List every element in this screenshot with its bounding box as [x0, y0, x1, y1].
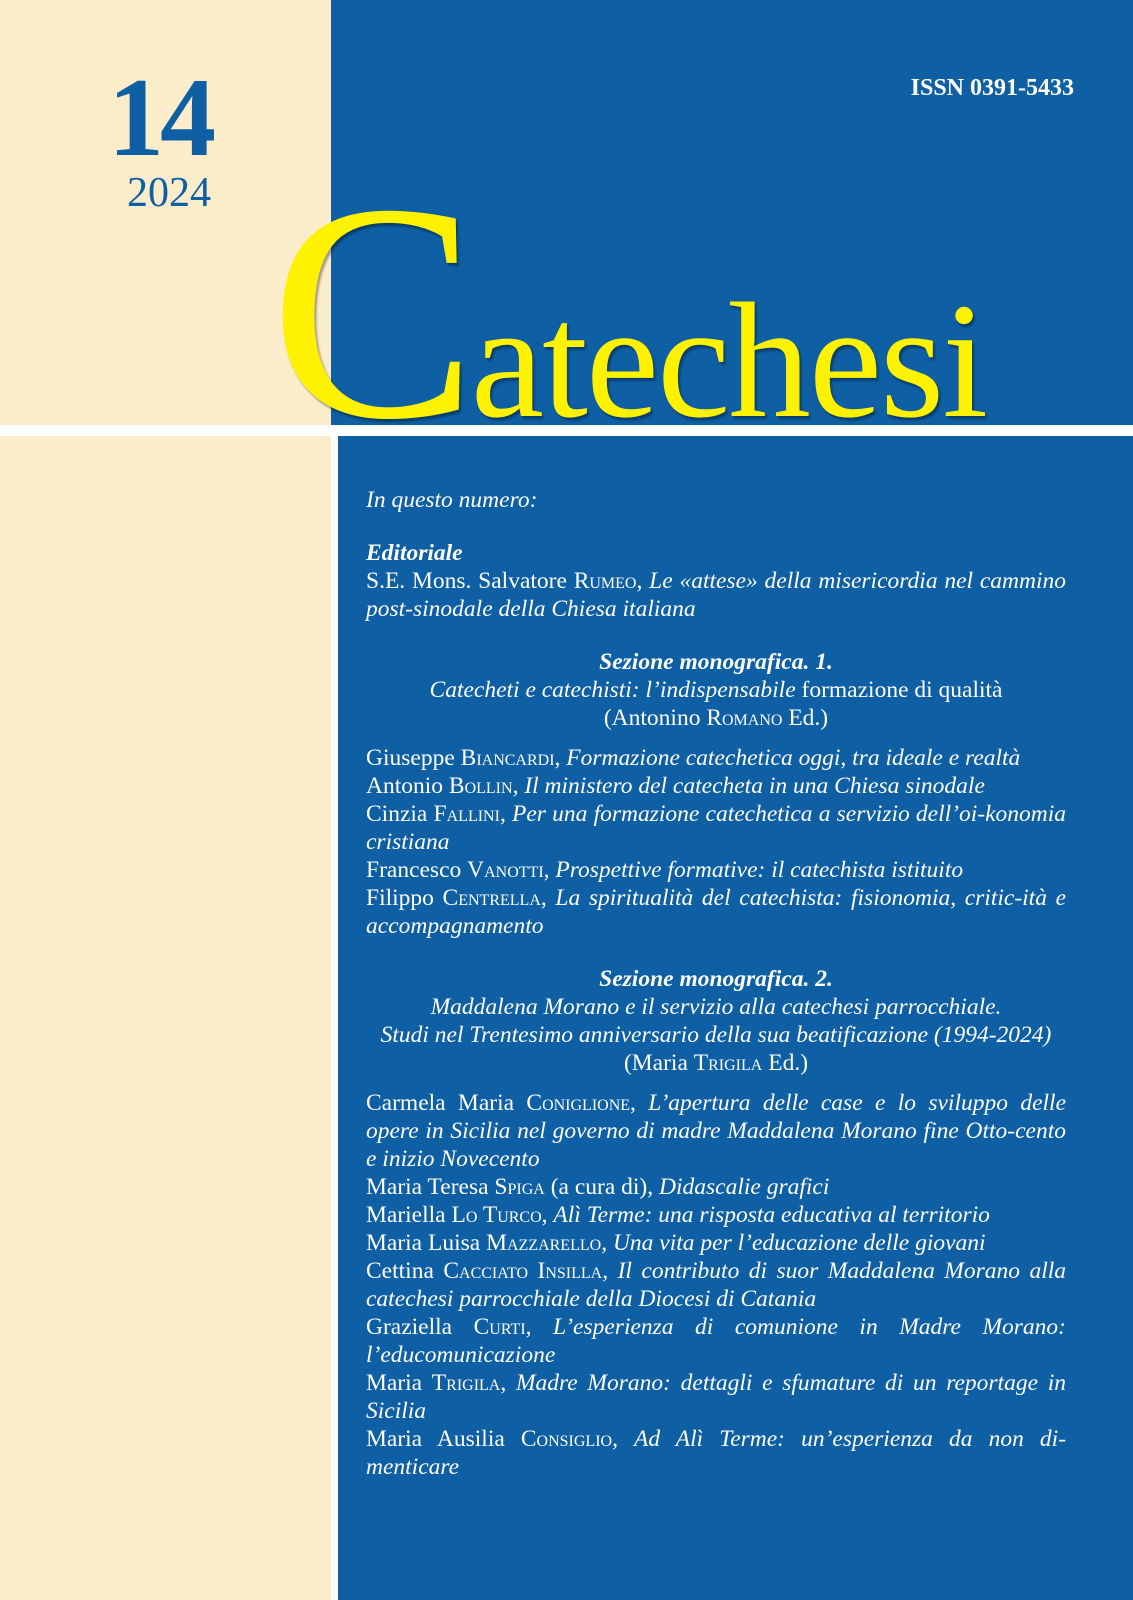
entry-title: Ad Alì Terme: un’esperienza da non di-menticare	[366, 1426, 1066, 1480]
entry-author-first: Francesco	[366, 857, 468, 883]
entry-title: L’esperienza di comunione in Madre Morano: l’educomunicazione	[366, 1314, 1067, 1368]
section1-subtitle-italic: Catecheti e catechisti: l’indispensabile	[429, 677, 796, 703]
entry-author-first: Maria Luisa	[366, 1230, 487, 1256]
toc-entry: Giuseppe Biancardi, Formazione catechetica oggi, tra ideale e realtà	[366, 745, 1021, 771]
entry-author-last: Fallini	[433, 801, 500, 827]
entry-author-first: Graziella	[366, 1314, 474, 1340]
entry-title: Didascalie grafici	[659, 1174, 830, 1200]
table-of-contents	[366, 486, 1066, 1481]
toc-entry: Mariella Lo Turco, Alì Terme: una risposta educativa al territorio	[366, 1202, 990, 1228]
entry-author-last: Bollin	[448, 773, 513, 799]
editorial-entry: S.E. Mons. Salvatore Rumeo, Le «attese» della misericordia nel cammino post-sinodale della Chiesa italiana	[366, 568, 1067, 622]
toc-entry: Filippo Centrella, La spiritualità del catechista: fisionomia, critic-ità e accompagnamento	[366, 885, 1067, 939]
toc-entry: Maria Luisa Mazzarello, Una vita per l’educazione delle giovani	[366, 1230, 986, 1256]
toc-entry: Francesco Vanotti, Prospettive formative: il catechista istituito	[366, 857, 964, 883]
entry-title: Alì Terme: una risposta educativa al territorio	[553, 1202, 990, 1228]
editorial-author-first: S.E. Mons. Salvatore	[366, 568, 574, 594]
entry-author-first: Cettina	[366, 1258, 444, 1284]
entry-author-first: Mariella	[366, 1202, 452, 1228]
toc-entry: Cettina Cacciato Insilla, Il contributo di suor Maddalena Morano alla catechesi parrocchiale della Diocesi di Catania	[366, 1258, 1067, 1312]
issue-year: 2024	[127, 170, 211, 216]
entry-author-first: Antonio	[366, 773, 449, 799]
entry-author-last: Centrella	[442, 885, 541, 911]
entry-author-last: Coniglione	[526, 1090, 631, 1116]
entry-author-last: Mazzarello	[486, 1230, 602, 1256]
entry-author-first: Maria Ausilia	[366, 1426, 521, 1452]
section1-subtitle	[366, 676, 1066, 704]
entry-title: Il ministero del catecheta in una Chiesa sinodale	[524, 773, 985, 799]
editorial-author-last: Rumeo	[573, 568, 637, 594]
editorial-title: Le «attese» della misericordia nel cammino post-sinodale della Chiesa italiana	[366, 568, 1067, 622]
title-rest: atechesi	[470, 269, 987, 452]
section1-entries	[366, 744, 1066, 940]
entry-title: Una vita per l’educazione delle giovani	[612, 1230, 986, 1256]
entry-note: (a cura di)	[544, 1174, 648, 1200]
entry-author-last: Biancardi	[460, 745, 555, 771]
vertical-divider	[331, 425, 338, 1600]
entry-author-last: Vanotti	[467, 857, 544, 883]
editorial-heading: Editoriale	[366, 540, 463, 566]
journal-title	[270, 141, 987, 484]
section2-entries	[366, 1089, 1066, 1481]
section2-heading: Sezione monografica. 2.	[599, 966, 833, 992]
section2-subtitle-line2-text: Studi nel Trentesimo anniversario della sua beatificazione (1994-2024)	[380, 1022, 1052, 1048]
toc-entry: Carmela Maria Coniglione, L’apertura delle case e lo sviluppo delle opere in Sicilia nel governo di madre Maddalena Morano fine Otto-cento e inizio Novecento	[366, 1090, 1066, 1172]
entry-author-last: Lo Turco	[451, 1202, 542, 1228]
entry-author-last: Consiglio	[520, 1426, 613, 1452]
toc-entry: Maria Teresa Spiga (a cura di), Didascalie grafici	[366, 1174, 830, 1200]
issue-number: 14	[108, 56, 212, 180]
entry-author-first: Maria	[366, 1370, 432, 1396]
entry-title: Il contributo di suor Maddalena Morano alla catechesi parrocchiale della Diocesi di Catania	[366, 1258, 1067, 1312]
entry-author-last: Trigila	[431, 1370, 501, 1396]
entry-author-first: Cinzia	[366, 801, 434, 827]
section2-editor	[366, 1049, 1066, 1077]
entry-author-first: Maria Teresa	[366, 1174, 495, 1200]
issn: ISSN 0391-5433	[910, 75, 1074, 101]
section2-editor-last: Trigila	[693, 1050, 763, 1076]
entry-title: L’apertura delle case e lo sviluppo delle opere in Sicilia nel governo di madre Maddalena Morano fine Otto-cento e inizio Novecento	[366, 1090, 1066, 1172]
section2-subtitle-line1	[366, 993, 1066, 1021]
section1-editor-suffix: Ed.)	[782, 705, 829, 731]
entry-author-last: Curti	[473, 1314, 526, 1340]
entry-author-first: Carmela Maria	[366, 1090, 527, 1116]
toc-intro: In questo numero:	[366, 487, 538, 513]
toc-entry: Graziella Curti, L’esperienza di comunione in Madre Morano: l’educomunicazione	[366, 1314, 1067, 1368]
entry-title: Madre Morano: dettagli e sfumature di un reportage in Sicilia	[366, 1370, 1066, 1424]
section1-editor	[366, 704, 1066, 732]
entry-title: Prospettive formative: il catechista istituito	[555, 857, 964, 883]
entry-author-last: Cacciato Insilla	[443, 1258, 603, 1284]
entry-author-first: Giuseppe	[366, 745, 461, 771]
toc-entry: Antonio Bollin, Il ministero del catecheta in una Chiesa sinodale	[366, 773, 985, 799]
section2-subtitle-line1-text: Maddalena Morano e il servizio alla catechesi parrocchiale.	[430, 994, 1002, 1020]
entry-title: Per una formazione catechetica a servizio dell’oi-konomia cristiana	[366, 801, 1067, 855]
section1-subtitle-roman: formazione di qualità	[795, 677, 1003, 703]
title-initial: C	[270, 141, 471, 484]
section2-editor-suffix: Ed.)	[762, 1050, 809, 1076]
toc-entry: Maria Ausilia Consiglio, Ad Alì Terme: un’esperienza da non di-menticare	[366, 1426, 1066, 1480]
section1-heading: Sezione monografica. 1.	[599, 649, 833, 675]
toc-entry: Maria Trigila, Madre Morano: dettagli e sfumature di un reportage in Sicilia	[366, 1370, 1066, 1424]
entry-author-first: Filippo	[366, 885, 443, 911]
entry-title: La spiritualità del catechista: fisionomia, critic-ità e accompagnamento	[366, 885, 1067, 939]
section2-subtitle-line2	[366, 1021, 1066, 1049]
entry-author-last: Spiga	[494, 1174, 545, 1200]
section2-editor-first: (Maria	[623, 1050, 694, 1076]
section1-editor-first: (Antonino	[603, 705, 707, 731]
toc-entry: Cinzia Fallini, Per una formazione catechetica a servizio dell’oi-konomia cristiana	[366, 801, 1067, 855]
section1-editor-last: Romano	[706, 705, 783, 731]
entry-title: Formazione catechetica oggi, tra ideale e realtà	[566, 745, 1021, 771]
